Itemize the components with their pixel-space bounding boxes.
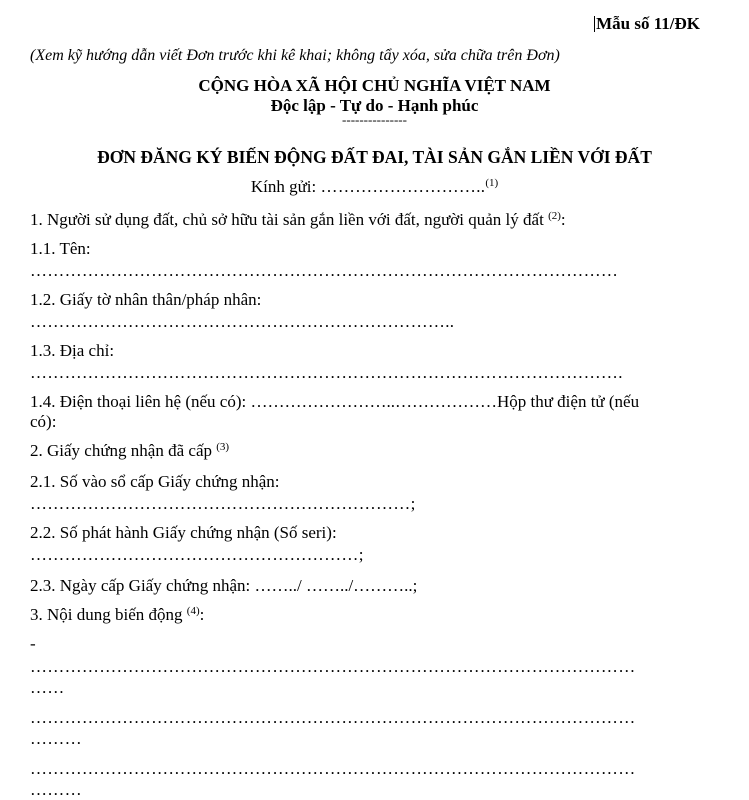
field-1-3-label: 1.3. Địa chỉ:: [30, 341, 115, 360]
change-content-line-1[interactable]: ……………………………………………………………………………………………: [30, 657, 636, 676]
instruction-note: (Xem kỹ hướng dẫn viết Đơn trước khi kê khai; không tẩy xóa, sửa chữa trên Đơn): [30, 47, 560, 64]
field-2-2-serial-input[interactable]: …………………………………………………;: [30, 545, 364, 564]
field-1-4-contact-line-2: có):: [30, 412, 57, 431]
field-2-2-label: 2.2. Số phát hành Giấy chứng nhận (Số seri):: [30, 523, 337, 542]
footnote-3: (3): [216, 441, 230, 453]
change-content-line-3[interactable]: ……………………………………………………………………………………………: [30, 759, 636, 778]
section-2-label: 2. Giấy chứng nhận đã cấp: [30, 441, 212, 460]
field-1-2-id-input[interactable]: ………………………………………………………………..: [30, 312, 455, 331]
field-1-1-label: 1.1. Tên:: [30, 239, 91, 258]
form-title: ĐƠN ĐĂNG KÝ BIẾN ĐỘNG ĐẤT ĐAI, TÀI SẢN GẮN LIỀN VỚI ĐẤT: [97, 147, 652, 167]
change-content-line-3-tail[interactable]: ………: [30, 780, 82, 799]
motto: Độc lập - Tự do - Hạnh phúc: [270, 96, 479, 115]
recipient-line: [0, 177, 749, 197]
section-3-label: 3. Nội dung biến động: [30, 605, 183, 624]
section-3-bullet: -: [30, 634, 36, 653]
change-content-line-2-tail[interactable]: ………: [30, 729, 82, 748]
section-2-heading: [30, 441, 229, 461]
field-2-1-book-number-input[interactable]: …………………………………………………………;: [30, 494, 416, 513]
footnote-4: (4): [186, 605, 200, 617]
change-content-line-2[interactable]: ……………………………………………………………………………………………: [30, 708, 636, 727]
recipient-field[interactable]: ………………………..: [320, 177, 486, 196]
field-1-3-address-input[interactable]: ………………………………………………………………………………………….: [30, 363, 623, 382]
separator-line: ---------------: [342, 112, 407, 127]
field-2-1-label: 2.1. Số vào sổ cấp Giấy chứng nhận:: [30, 472, 280, 491]
form-number: Mẫu số 11/ĐK: [596, 14, 700, 33]
footnote-2: (2): [548, 210, 561, 222]
field-1-1-name-input[interactable]: …………………………………………………………………………………………: [30, 261, 619, 280]
section-1-colon: :: [560, 210, 566, 229]
nation-name: CỘNG HÒA XÃ HỘI CHỦ NGHĨA VIỆT NAM: [198, 76, 551, 95]
footnote-1: (1): [485, 177, 499, 189]
change-content-line-1-tail[interactable]: ……: [30, 678, 65, 697]
field-1-2-label: 1.2. Giấy tờ nhân thân/pháp nhân:: [30, 290, 262, 309]
field-1-4-contact-line[interactable]: 1.4. Điện thoại liên hệ (nếu có): ……………………..………………Hộp thư điện tử (nếu: [30, 392, 640, 411]
section-3-heading: [30, 605, 204, 625]
section-3-colon: :: [199, 605, 205, 624]
recipient-label: Kính gửi:: [250, 177, 317, 196]
section-1-heading: [30, 210, 566, 230]
field-2-3-issue-date[interactable]: 2.3. Ngày cấp Giấy chứng nhận: ……../ ……../………..;: [30, 576, 418, 595]
section-1-label: 1. Người sử dụng đất, chủ sở hữu tài sản gắn liền với đất, người quản lý đất: [30, 210, 544, 229]
